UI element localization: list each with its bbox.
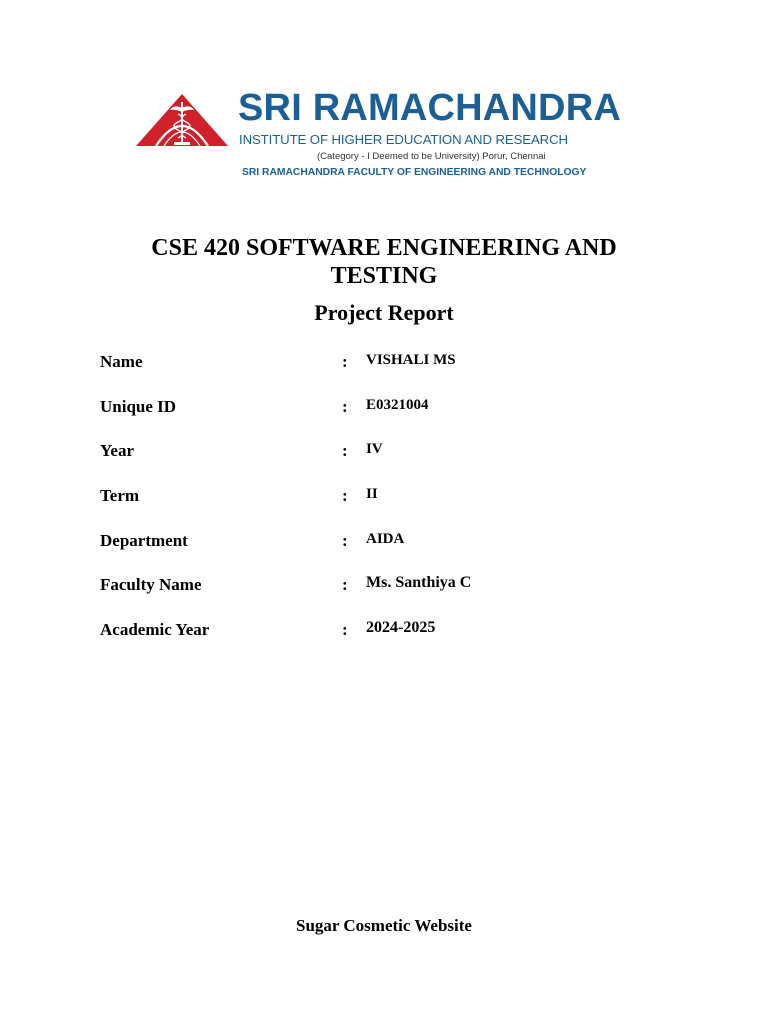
detail-value: IV	[366, 441, 383, 458]
caduceus-triangle-emblem-icon	[134, 92, 230, 150]
detail-label: Unique ID	[100, 396, 177, 416]
detail-label: Term	[100, 486, 140, 506]
detail-row-unique-id	[100, 395, 660, 440]
report-title: Project Report	[314, 300, 454, 325]
detail-separator: :	[342, 441, 348, 461]
detail-separator: :	[342, 575, 348, 595]
detail-row-term	[100, 484, 660, 529]
detail-separator: :	[342, 620, 348, 640]
detail-separator: :	[342, 530, 348, 550]
detail-row-academic-year	[100, 618, 660, 663]
detail-value: 2024-2025	[366, 619, 436, 637]
project-name: Sugar Cosmetic Website	[296, 916, 472, 935]
detail-value: AIDA	[366, 530, 405, 547]
detail-separator: :	[342, 486, 348, 506]
institution-name: SRI RAMACHANDRA	[238, 87, 621, 129]
detail-value: II	[366, 486, 378, 503]
institution-logo	[134, 87, 634, 182]
detail-value: VISHALI MS	[366, 352, 456, 368]
detail-value: Ms. Santhiya C	[366, 574, 472, 592]
detail-separator: :	[342, 352, 348, 371]
detail-separator: :	[342, 396, 348, 416]
institution-subtitle: INSTITUTE OF HIGHER EDUCATION AND RESEARCH	[239, 132, 568, 147]
detail-row-department	[100, 529, 660, 574]
detail-label: Name	[100, 352, 143, 371]
detail-value: E0321004	[366, 396, 429, 413]
student-details	[100, 350, 660, 663]
detail-label: Faculty Name	[100, 575, 202, 595]
detail-label: Academic Year	[100, 620, 210, 640]
detail-label: Year	[100, 441, 134, 461]
detail-row-name	[100, 350, 660, 395]
detail-label: Department	[100, 530, 188, 550]
detail-row-year	[100, 439, 660, 484]
course-title: CSE 420 SOFTWARE ENGINEERING AND TESTING	[151, 235, 617, 289]
institution-category: (Category - I Deemed to be University) Porur, Chennai	[317, 151, 546, 162]
detail-row-faculty-name	[100, 573, 660, 618]
faculty-name-banner: SRI RAMACHANDRA FACULTY OF ENGINEERING AND TECHNOLOGY	[242, 167, 587, 178]
